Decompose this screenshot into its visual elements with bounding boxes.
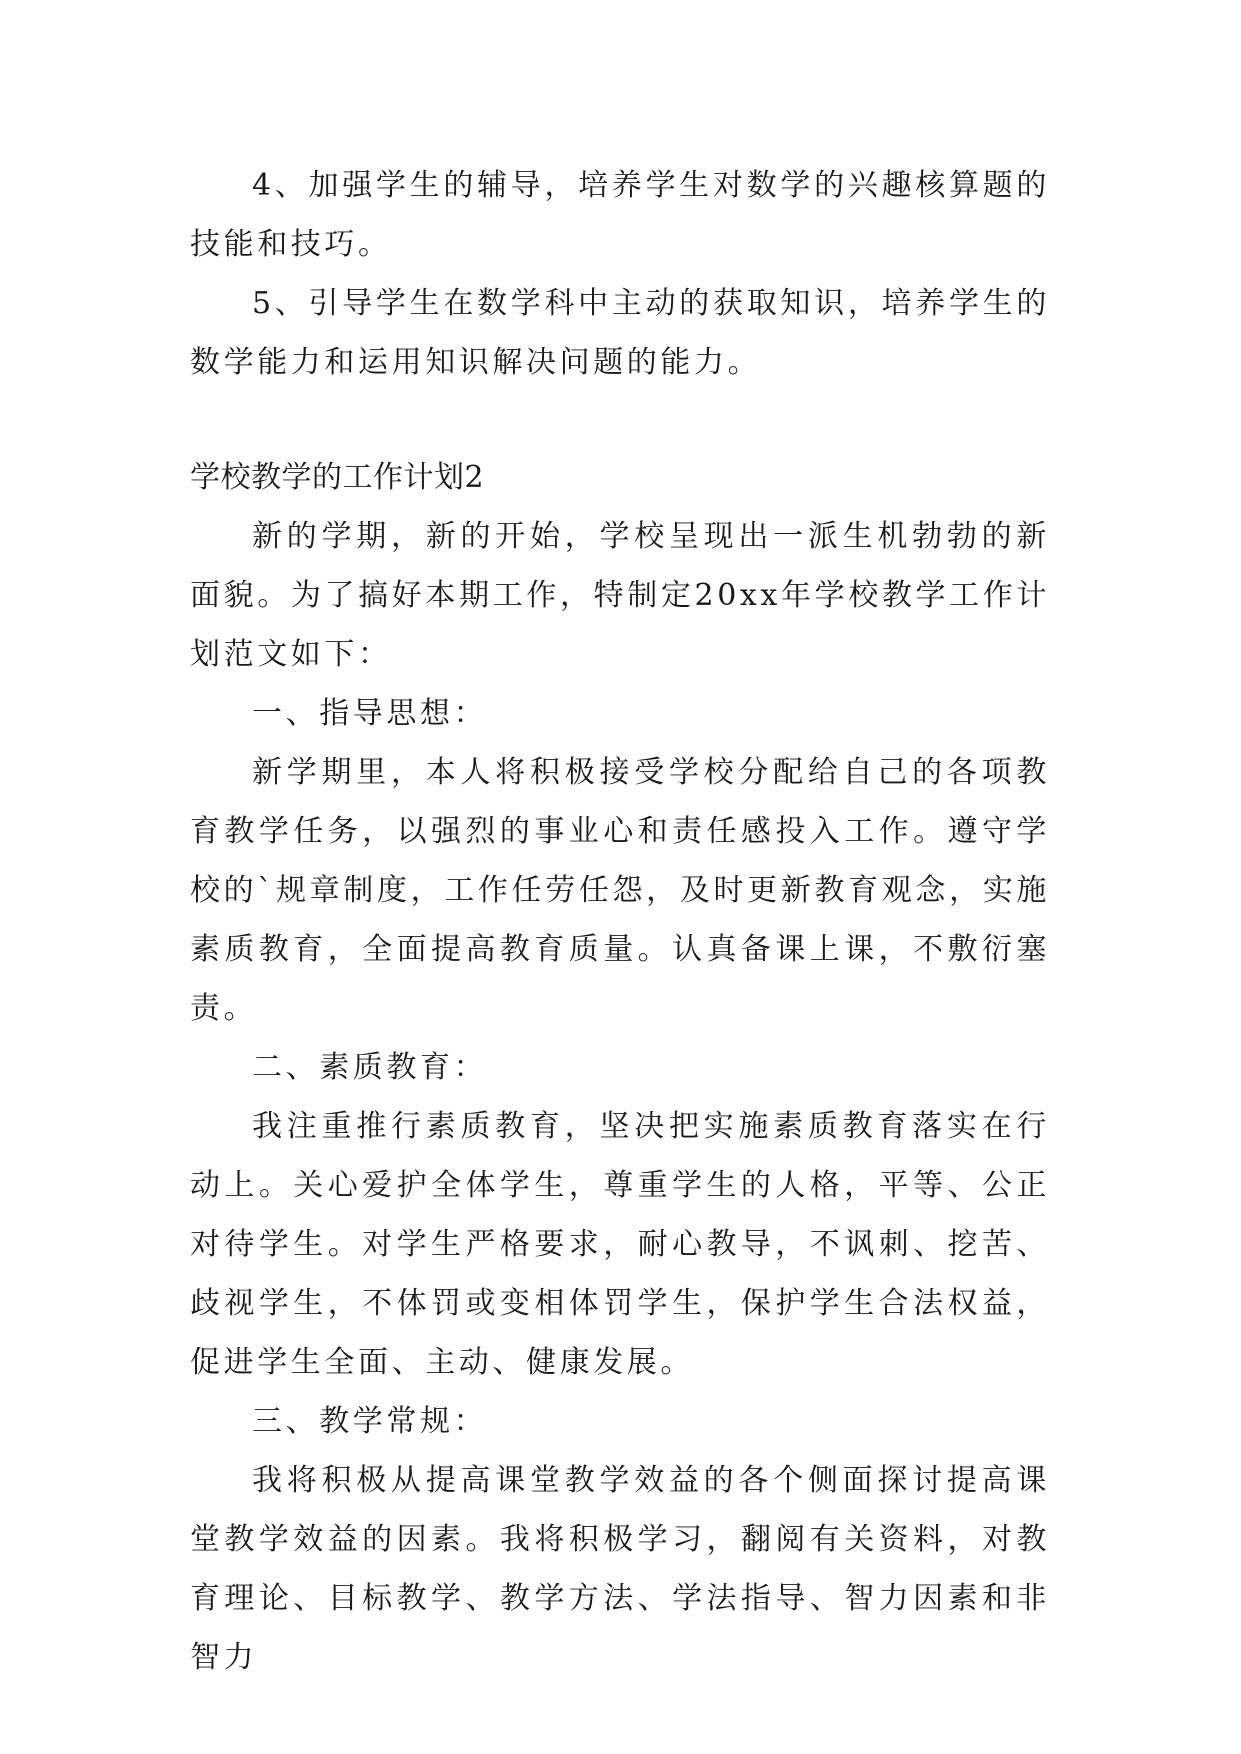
heading-teaching-routine: 三、教学常规： [252,1404,488,1439]
paragraph-quality-education: 我注重推行素质教育，坚决把实施素质教育落实在行动上。关心爱护全体学生，尊重学生的人格，平等、公正对待学生。对学生严格要求，耐心教导，不讽刺、挖苦、歧视学生，不体罚或变相体罚学生，保护学生合法权益，促进学生全面、主动、健康发展。 [190,1109,1050,1380]
paragraph-item-5: 5、引导学生在数学科中主动的获取知识，培养学生的数学能力和运用知识解决问题的能力。 [190,286,1050,380]
paragraph-item-4: 4、加强学生的辅导，培养学生对数学的兴趣核算题的技能和技巧。 [190,168,1050,262]
heading-quality-education: 二、素质教育： [252,1050,488,1085]
document-body [190,156,1050,1687]
paragraph-guiding-thought: 新学期里，本人将积极接受学校分配给自己的各项教育教学任务，以强烈的事业心和责任感投入工作。遵守学校的`规章制度，工作任劳任怨，及时更新教育观念，实施素质教育，全面提高教育质量。认真备课上课，不敷衍塞责。 [190,755,1050,1026]
intro-paragraph: 新的学期，新的开始，学校呈现出一派生机勃勃的新面貌。为了搞好本期工作，特制定20xx年学校教学工作计划范文如下： [190,519,1050,672]
section-title: 学校教学的工作计划2 [190,460,485,495]
heading-guiding-thought: 一、指导思想： [252,696,488,731]
paragraph-teaching-routine: 我将积极从提高课堂教学效益的各个侧面探讨提高课堂教学效益的因素。我将积极学习，翻阅有关资料，对教育理论、目标教学、教学方法、学法指导、智力因素和非智力 [190,1463,1050,1675]
